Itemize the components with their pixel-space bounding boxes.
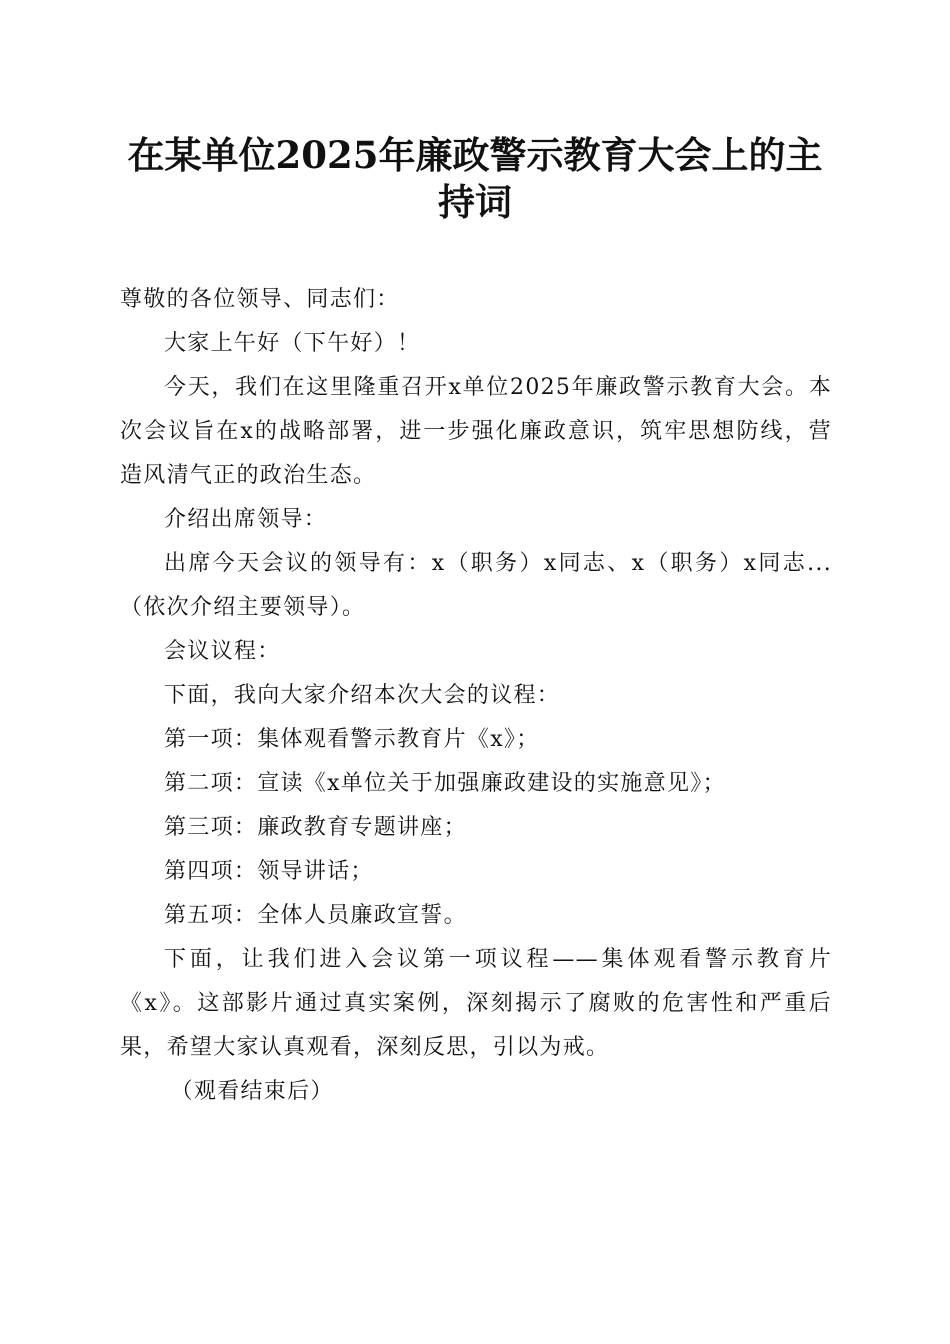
agenda-item: 第一项：集体观看警示教育片《x》； [164,727,540,752]
agenda-item: 第三项：廉政教育专题讲座； [164,815,467,840]
leaders-heading: 介绍出席领导： [164,507,328,532]
intro-paragraph: 今天，我们在这里隆重召开x单位2025年廉政警示教育大会。本次会议旨在x的战略部署，进一步强化廉政意识，筑牢思想防线，营造风清气正的政治生态。 [120,375,832,488]
agenda-intro: 下面，我向大家介绍本次大会的议程： [164,683,561,708]
agenda-item: 第二项：宣读《x单位关于加强廉政建设的实施意见》； [164,771,726,796]
leaders-paragraph: 出席今天会议的领导有：x（职务）x同志、x（职务）x同志...（依次介绍主要领导）。 [120,551,832,620]
agenda-item: 第五项：全体人员廉政宣誓。 [164,903,467,928]
agenda-heading: 会议议程： [164,639,281,664]
salutation: 尊敬的各位领导、同志们： [120,287,400,312]
document-body [120,278,832,1114]
after-viewing-note: （观看结束后） [170,1079,334,1104]
document-title: 在某单位2025年廉政警示教育大会上的主持词 [127,133,823,224]
agenda-item: 第四项：领导讲话； [164,859,374,884]
greeting: 大家上午好（下午好）！ [164,331,421,356]
first-item-paragraph: 下面，让我们进入会议第一项议程——集体观看警示教育片《x》。这部影片通过真实案例，深刻揭示了腐败的危害性和严重后果，希望大家认真观看，深刻反思，引以为戒。 [120,947,832,1060]
